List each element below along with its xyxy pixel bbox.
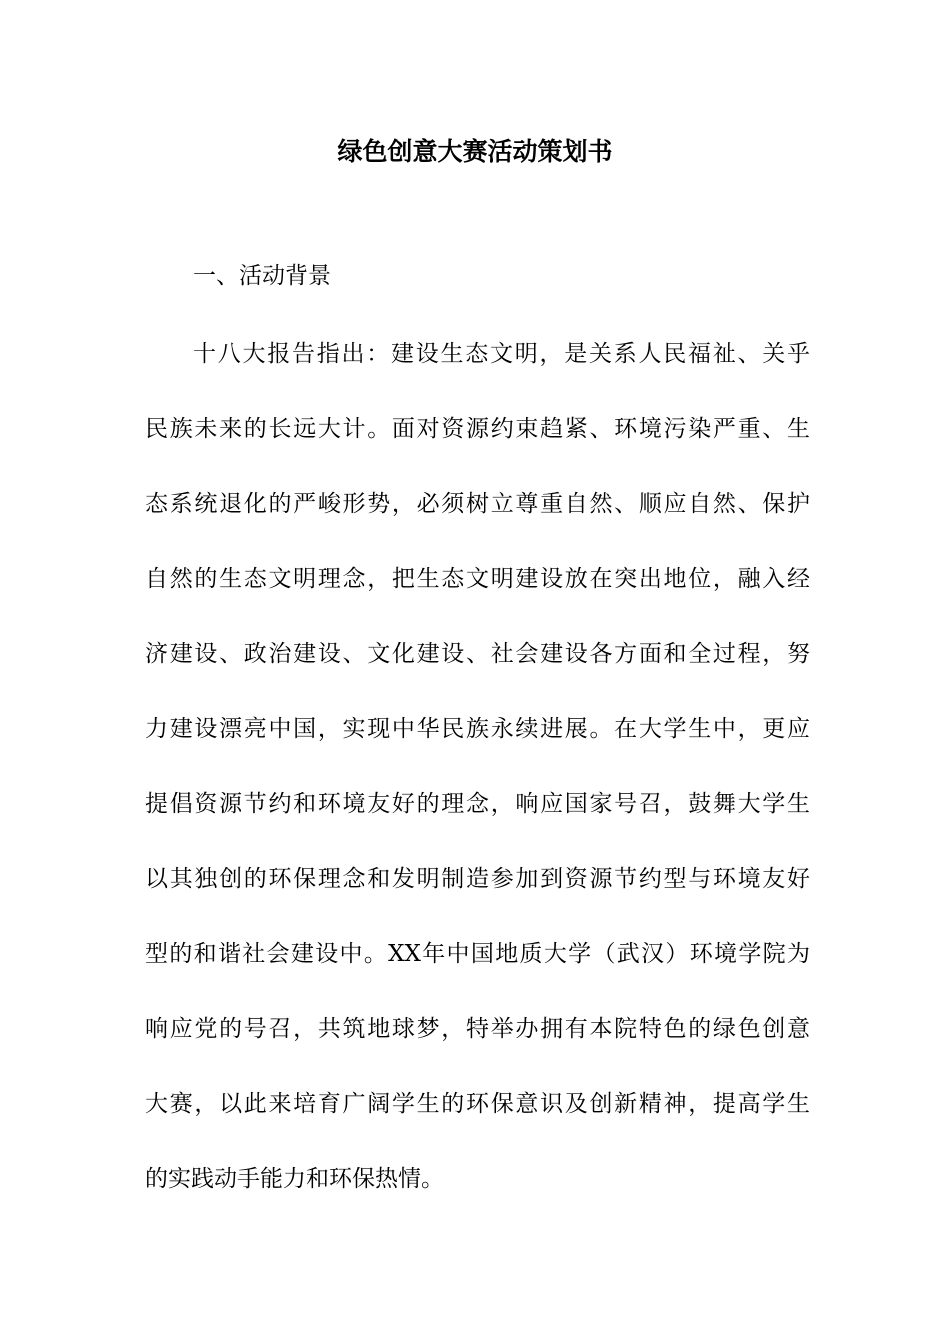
document-title: 绿色创意大赛活动策划书	[337, 137, 613, 166]
paragraph-line: 的实践动手能力和环保热情。	[145, 1166, 444, 1192]
paragraph-line: 态系统退化的严峻形势，必须树立尊重自然、顺应自然、保护	[145, 491, 810, 517]
paragraph-line: 自然的生态文明理念，把生态文明建设放在突出地位，融入经	[145, 566, 810, 592]
section-heading: 一、活动背景	[193, 263, 331, 289]
paragraph-line: 型的和谐社会建设中。XX年中国地质大学（武汉）环境学院为	[145, 941, 810, 967]
paragraph-line: 济建设、政治建设、文化建设、社会建设各方面和全过程，努	[145, 641, 810, 667]
paragraph-line: 提倡资源节约和环境友好的理念，响应国家号召，鼓舞大学生	[145, 791, 810, 817]
paragraph-line: 力建设漂亮中国，实现中华民族永续进展。在大学生中，更应	[145, 716, 810, 742]
paragraph-line: 以其独创的环保理念和发明制造参加到资源节约型与环境友好	[145, 866, 810, 892]
paragraph-line: 大赛，以此来培育广阔学生的环保意识及创新精神，提高学生	[145, 1091, 810, 1117]
paragraph-line: 响应党的号召，共筑地球梦，特举办拥有本院特色的绿色创意	[145, 1016, 810, 1042]
paragraph-line: 十八大报告指出：建设生态文明，是关系人民福祉、关乎	[193, 341, 810, 367]
paragraph-line: 民族未来的长远大计。面对资源约束趋紧、环境污染严重、生	[145, 416, 810, 442]
